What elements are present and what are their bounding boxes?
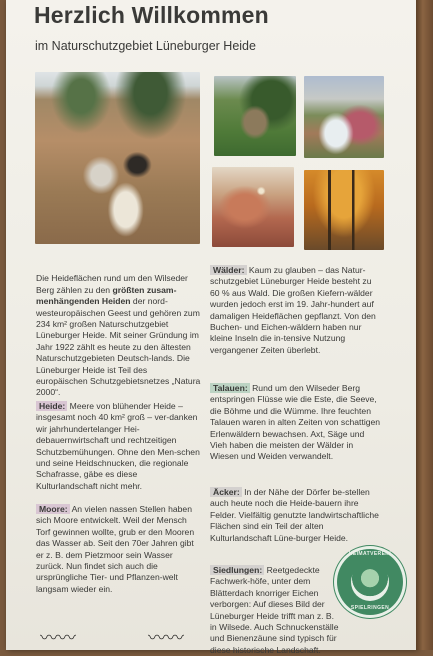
heide-text: Meere von blühender Heide – insgesamt noch 40 km² groß – ver-danken wir jahrhundertelanger Hei-debauernwirtschaft und rechtzeitigen Schutzbemühungen. Ohne den Men-schen und seine Heidschnucken, die regionale Schafrasse, gäbe es diese Kulturlandschaft nicht mehr. — [36, 401, 200, 491]
page-subtitle: im Naturschutzgebiet Lüneburger Heide — [35, 39, 256, 53]
moore-label: Moore: — [36, 504, 70, 514]
moore-text: An vielen nassen Stellen haben sich Moore entwickelt. Weil der Mensch Torf gewinnen wollte, grub er den Mooren das Wasser ab. Seit den 70er Jahren gibt er z. B. dem Pietzmoor sein Wasser zurück. Nun findet sich auch die ursprüngliche Tier- und Pflanzen-welt langsam wieder ein. — [36, 504, 195, 594]
tree-emblem-icon — [351, 563, 389, 601]
heimatverein-badge — [337, 549, 403, 615]
siedlungen-label: Siedlungen: — [210, 565, 264, 575]
thatched-cottage-photo — [214, 76, 296, 156]
talauen-label: Talauen: — [210, 383, 250, 393]
section-heide — [36, 401, 201, 492]
section-moore — [36, 504, 201, 595]
heather-field-photo — [212, 167, 294, 247]
siedlungen-text: Reetgedeckte Fachwerk-höfe, unter dem Blätterdach knorriger Eichen verborgen: Auf dieses Bild der Lüneburger Heide trifft man z. B. in Wilsede. Auch Schnuckenställe und Bienenzäune sind typisch für diese historische Landschaft. — [210, 565, 339, 655]
talauen-text: Rund um den Wilseder Berg entspringen Flüsse wie die Este, die Seeve, die Böhme und die Wümme. Ihre feuchten Talauen waren in alten Zeiten von schattigen Erlenwäldern bewachsen. Axt, Säge und Vieh haben die meisten der Wälder in Wiesen und Weiden verwandelt. — [210, 383, 381, 462]
section-waelder — [210, 265, 382, 356]
sheep-sketch-icon: 〰〰 — [40, 628, 76, 648]
aecker-text: In der Nähe der Dörfer be-stellen auch heute noch die Heide-bauern ihre Felder. Vielfältig genutzte landwirtschaftliche Flächen sind ein Teil der alten Kulturlandschaft Lüne-burger Heide. — [210, 487, 379, 543]
page-title: Herzlich Willkommen — [34, 2, 269, 28]
intro-part-1: Die Heideflächen rund um den Wilseder Berg zählen zu den — [36, 273, 188, 295]
waelder-text: Kaum zu glauben – das Natur-schutzgebiet Lüneburger Heide besteht zu 60 % aus Wald. Die großen Kiefern-wälder wurden jedoch erst im 19. Jahr-hundert auf damaligen Heideflächen gepflanzt. Von den Buchen- und Eichen-wäldern haben nur kleine Inseln die in-tensive Nutzung vergangener Zeiten überlebt. — [210, 265, 376, 355]
autumn-forest-photo — [304, 170, 384, 250]
intro-text — [36, 262, 201, 399]
section-aecker — [210, 487, 382, 544]
section-siedlungen — [210, 565, 340, 656]
intro-highlight: größten zusam-menhängenden Heiden — [36, 284, 177, 307]
heide-label: Heide: — [36, 401, 67, 411]
sheep-sketch-icon: 〰〰 — [148, 628, 184, 648]
shepherd-with-sheep-photo — [35, 72, 200, 244]
wooden-post — [416, 0, 433, 650]
badge-bottom-text: SPIELRINGEN — [350, 605, 390, 611]
aecker-label: Äcker: — [210, 487, 242, 497]
badge-top-text: HEIMATVEREIN — [348, 551, 392, 557]
section-talauen — [210, 383, 382, 463]
moor-landscape-photo — [304, 76, 384, 158]
intro-part-2: der nord-westeuropäischen Geest und gehören zum 234 km² großen Naturschutzgebiet Lüneburger Heide. Mit seiner Gründung im Jahr 1922 zählt es heute zu den ältesten Naturschutzgebieten Deutsch-lands. Die Lüneburger Heide ist Teil des europäischen Schutzgebietsnetzes „Natura 2000“. — [36, 296, 201, 398]
waelder-label: Wälder: — [210, 265, 247, 275]
